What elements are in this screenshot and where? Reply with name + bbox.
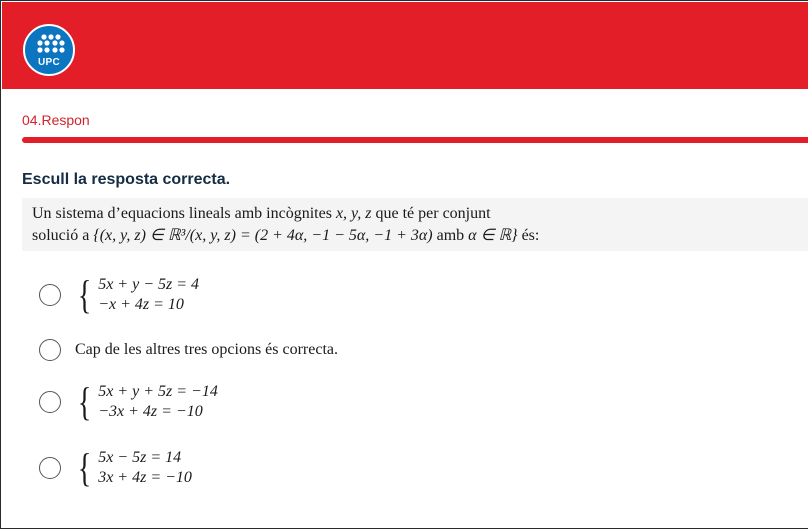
section-title: 04.Respon: [22, 112, 90, 128]
equation-1: 5x − 5z = 14: [98, 449, 182, 466]
answer-option-3[interactable]: [39, 379, 218, 424]
question-prompt: Escull la resposta correcta.: [22, 171, 231, 188]
answer-option-2[interactable]: [39, 339, 338, 361]
radio-button[interactable]: [39, 457, 61, 479]
radio-button[interactable]: [39, 339, 61, 361]
brace-icon: {: [77, 445, 92, 490]
equation-1: 5x + y − 5z = 4: [98, 276, 200, 293]
question-condition: α ∈ ℝ}: [468, 227, 518, 244]
answer-option-1[interactable]: [39, 272, 200, 317]
question-text-1b: que té per conjunt: [371, 205, 491, 222]
radio-button[interactable]: [39, 391, 61, 413]
logo-dots-icon: [25, 26, 75, 76]
equation-2: −x + 4z = 10: [98, 296, 184, 313]
question-statement: [22, 198, 808, 251]
question-text-2a: solució a: [32, 227, 94, 244]
equation-2: 3x + 4z = −10: [98, 469, 192, 486]
question-line-2: [32, 225, 799, 247]
answer-option-4[interactable]: [39, 445, 192, 490]
question-line-1: [32, 203, 799, 225]
question-text-2c: és:: [517, 227, 540, 244]
question-text-1a: Un sistema d’equacions lineals amb incògnites: [32, 205, 336, 222]
upc-logo[interactable]: [23, 24, 75, 76]
progress-bar: [22, 137, 808, 143]
brace-icon: {: [77, 379, 92, 424]
equation-2: −3x + 4z = −10: [98, 403, 203, 420]
equation-system: [75, 379, 218, 424]
brace-icon: {: [77, 272, 92, 317]
question-text-2b: amb: [432, 227, 469, 244]
question-vars: x, y, z: [335, 205, 372, 222]
equation-system: [75, 272, 200, 317]
header-bar: [2, 2, 808, 89]
question-solution-set: {(x, y, z) ∈ ℝ³/(x, y, z) = (2 + 4α, −1 − 5α, −1 + 3α): [93, 227, 433, 244]
radio-button[interactable]: [39, 284, 61, 306]
equation-system: [75, 445, 192, 490]
logo-text: UPC: [37, 57, 60, 68]
option-text: Cap de les altres tres opcions és correcta.: [75, 341, 339, 358]
equation-1: 5x + y + 5z = −14: [98, 383, 218, 400]
